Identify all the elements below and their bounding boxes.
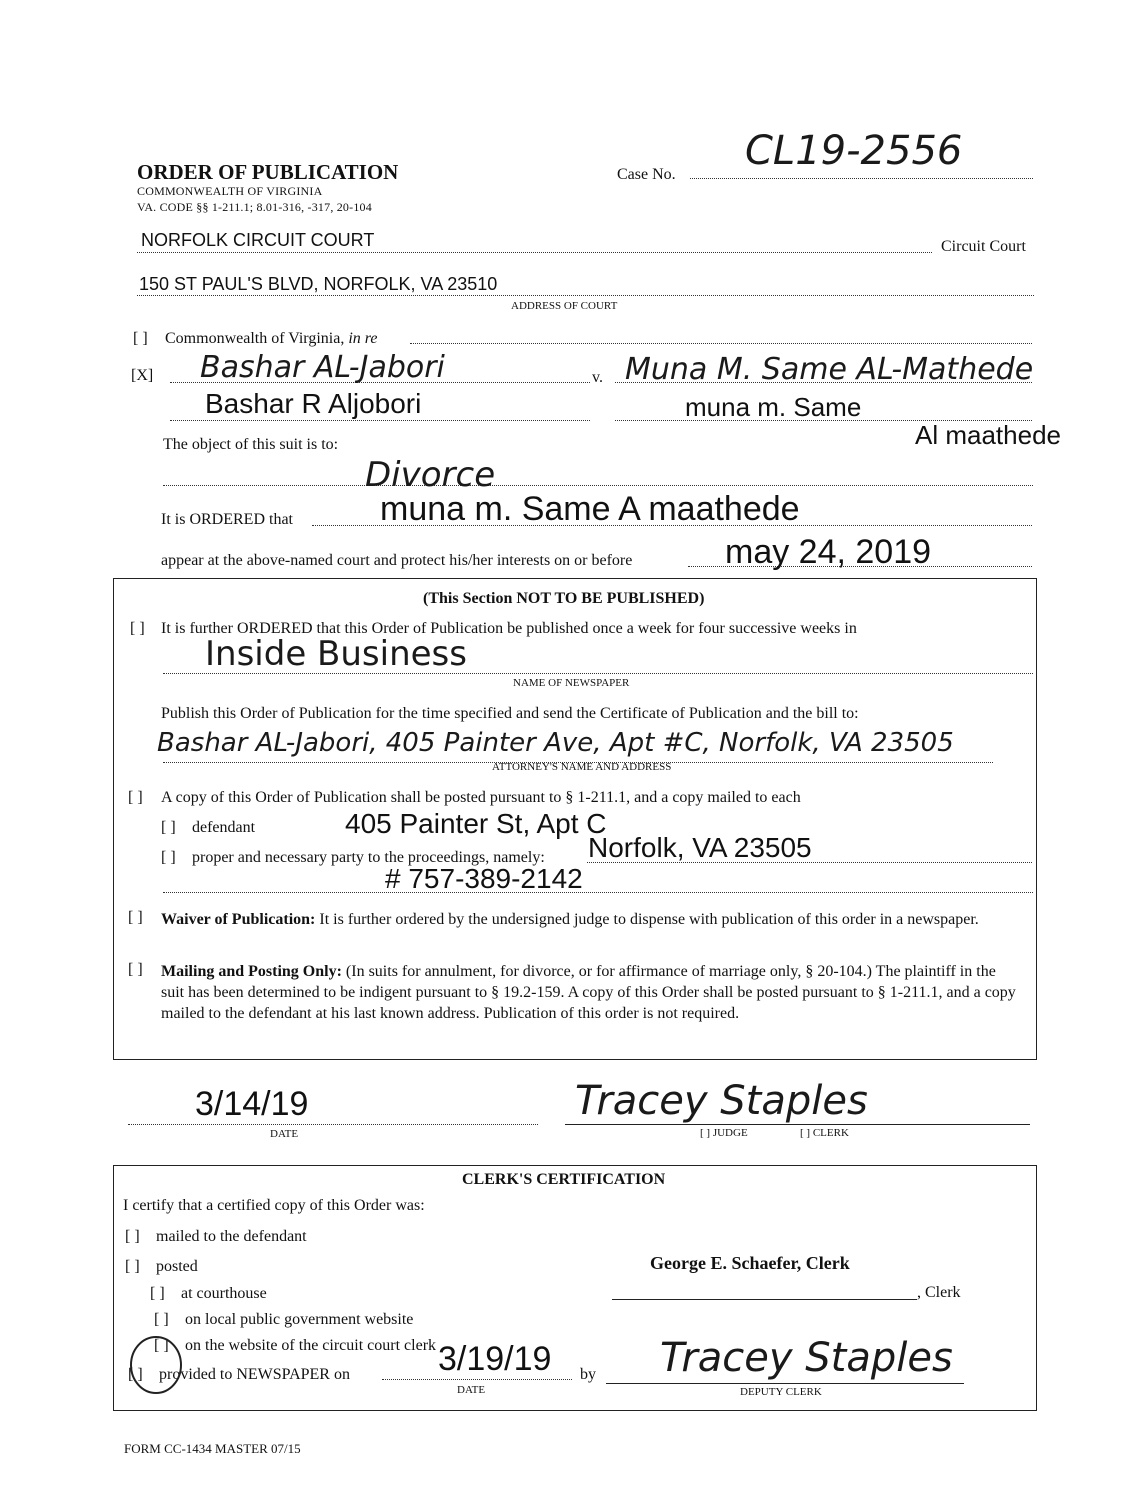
in-re-line — [410, 343, 1032, 344]
versus-label: v. — [592, 369, 603, 386]
clerk-checkbox[interactable]: [ ] CLERK — [800, 1127, 849, 1139]
provided-date-label: DATE — [457, 1384, 486, 1396]
proper-party-city[interactable]: Norfolk, VA 23505 — [588, 832, 812, 863]
phone-line — [163, 892, 1033, 893]
clerk-website-label: on the website of the circuit court clerk — [185, 1337, 437, 1354]
mailing-paragraph: Mailing and Posting Only: (In suits for annulment, for divorce, or for affirmance of marriage only, § 20-104.) The plaintiff in the suit has been determined to be indigent pursuant to § 19.2-159. A copy of this Order shall be posted pursuant to § 1-211.1, and a copy mailed to the defendant at his last known address. Publication of this order is not required. — [161, 963, 1016, 1022]
clerk-name-line — [612, 1299, 917, 1300]
defendant-label: defendant — [192, 819, 256, 836]
judge-checkbox[interactable]: [ ] JUDGE — [700, 1127, 748, 1139]
plaintiff-line-2 — [170, 420, 590, 421]
proper-party-label: proper and necessary party to the proceedings, namely: — [192, 849, 545, 866]
form-number: FORM CC-1434 MASTER 07/15 — [124, 1441, 301, 1456]
ordered-that-label: It is ORDERED that — [161, 511, 293, 528]
defendant-printed-name[interactable]: muna m. Same — [685, 392, 862, 422]
order-date-label: DATE — [270, 1128, 299, 1140]
by-label: by — [580, 1366, 596, 1383]
waiver-paragraph: Waiver of Publication: It is further ordered by the undersigned judge to dispense with publication of this order in a newspaper. — [161, 911, 979, 928]
deputy-clerk-line — [606, 1383, 964, 1384]
send-bill-instruction: Publish this Order of Publication for the time specified and send the Certificate of Publication and the bill to: — [161, 705, 859, 722]
phone-number[interactable]: # 757-389-2142 — [385, 863, 583, 894]
in-re-label: Commonwealth of Virginia, in re — [165, 330, 378, 347]
form-title: ORDER OF PUBLICATION — [137, 160, 399, 184]
local-website-checkbox[interactable]: [ ] — [154, 1311, 169, 1328]
clerk-name-stamp: George E. Schaefer, Clerk — [650, 1253, 850, 1273]
va-code-reference: VA. CODE §§ 1-211.1; 8.01-316, -317, 20-104 — [137, 200, 372, 214]
copy-posted-text: A copy of this Order of Publication shall be posted pursuant to § 1-211.1, and a copy mailed to each — [161, 789, 801, 806]
judge-signature[interactable]: Tracey Staples — [575, 1078, 868, 1124]
newspaper-line — [163, 673, 1033, 674]
newspaper-provided-label: provided to NEWSPAPER on — [159, 1366, 350, 1383]
object-line — [163, 485, 1033, 486]
copy-posted-checkbox[interactable]: [ ] — [128, 789, 143, 806]
order-date-value[interactable]: 3/14/19 — [195, 1085, 309, 1123]
attorney-name-address[interactable]: Bashar AL-Jabori, 405 Painter Ave, Apt #C, Norfolk, VA 23505 — [157, 728, 954, 758]
publish-instruction: It is further ORDERED that this Order of Publication be published once a week for four successive weeks in — [161, 620, 857, 637]
waiver-checkbox[interactable]: [ ] — [128, 909, 143, 926]
provided-date-line — [382, 1379, 572, 1380]
provided-date-value[interactable]: 3/19/19 — [438, 1340, 552, 1378]
object-of-suit-label: The object of this suit is to: — [163, 436, 339, 453]
posted-checkbox[interactable]: [ ] — [125, 1258, 140, 1275]
newspaper-provided-checkbox[interactable]: [ ] — [128, 1366, 143, 1383]
mailed-label: mailed to the defendant — [156, 1228, 307, 1245]
clerk-website-checkbox[interactable]: [ ] — [154, 1337, 169, 1354]
address-of-court-label: ADDRESS OF COURT — [511, 300, 618, 312]
object-of-suit-value[interactable]: Divorce — [365, 455, 496, 495]
unpublished-heading: (This Section NOT TO BE PUBLISHED) — [423, 590, 705, 607]
appear-date-value[interactable]: may 24, 2019 — [725, 533, 932, 571]
clerk-certification-heading: CLERK'S CERTIFICATION — [462, 1171, 666, 1188]
newspaper-name[interactable]: Inside Business — [205, 634, 467, 674]
court-name-line — [137, 252, 932, 253]
judge-signature-line — [565, 1124, 1030, 1125]
deputy-clerk-label: DEPUTY CLERK — [740, 1386, 822, 1398]
newspaper-label: NAME OF NEWSPAPER — [513, 677, 630, 689]
proper-party-checkbox[interactable]: [ ] — [161, 849, 176, 866]
in-re-checkbox[interactable]: [ ] — [133, 330, 148, 347]
defendant-signature[interactable]: Muna M. Same AL-Mathede — [625, 352, 1034, 387]
defendant-address[interactable]: 405 Painter St, Apt C — [345, 808, 607, 839]
court-address-line — [137, 295, 1034, 296]
posted-label: posted — [156, 1258, 198, 1275]
courthouse-checkbox[interactable]: [ ] — [150, 1285, 165, 1302]
publish-checkbox[interactable]: [ ] — [130, 620, 145, 637]
case-number-label: Case No. — [617, 166, 676, 183]
defendant-printed-name-2[interactable]: Al maathede — [915, 420, 1061, 450]
case-number-value[interactable]: CL19-2556 — [745, 128, 963, 174]
local-website-label: on local public government website — [185, 1311, 414, 1328]
defendant-checkbox[interactable]: [ ] — [161, 819, 176, 836]
commonwealth-label: COMMONWEALTH OF VIRGINIA — [137, 184, 323, 198]
attorney-label: ATTORNEY'S NAME AND ADDRESS — [492, 761, 672, 773]
appear-label: appear at the above-named court and protect his/her interests on or before — [161, 552, 633, 569]
mailing-checkbox[interactable]: [ ] — [128, 961, 143, 978]
ordered-party-name[interactable]: muna m. Same A maathede — [380, 490, 800, 528]
certification-intro: I certify that a certified copy of this Order was: — [123, 1197, 425, 1214]
plaintiff-printed-name[interactable]: Bashar R Aljobori — [205, 388, 422, 419]
hand-drawn-circle-icon — [123, 1320, 193, 1398]
case-number-line — [690, 178, 1033, 179]
circuit-court-label: Circuit Court — [941, 238, 1026, 255]
clerk-suffix-label: , Clerk — [917, 1284, 961, 1301]
parties-checkbox[interactable]: [X] — [131, 367, 154, 384]
court-name[interactable]: NORFOLK CIRCUIT COURT — [141, 230, 375, 250]
court-address[interactable]: 150 ST PAUL'S BLVD, NORFOLK, VA 23510 — [139, 274, 498, 294]
deputy-clerk-signature[interactable]: Tracey Staples — [660, 1335, 953, 1381]
order-date-line — [128, 1124, 538, 1125]
mailed-checkbox[interactable]: [ ] — [125, 1228, 140, 1245]
courthouse-label: at courthouse — [181, 1285, 267, 1302]
plaintiff-signature[interactable]: Bashar AL-Jabori — [200, 350, 445, 385]
